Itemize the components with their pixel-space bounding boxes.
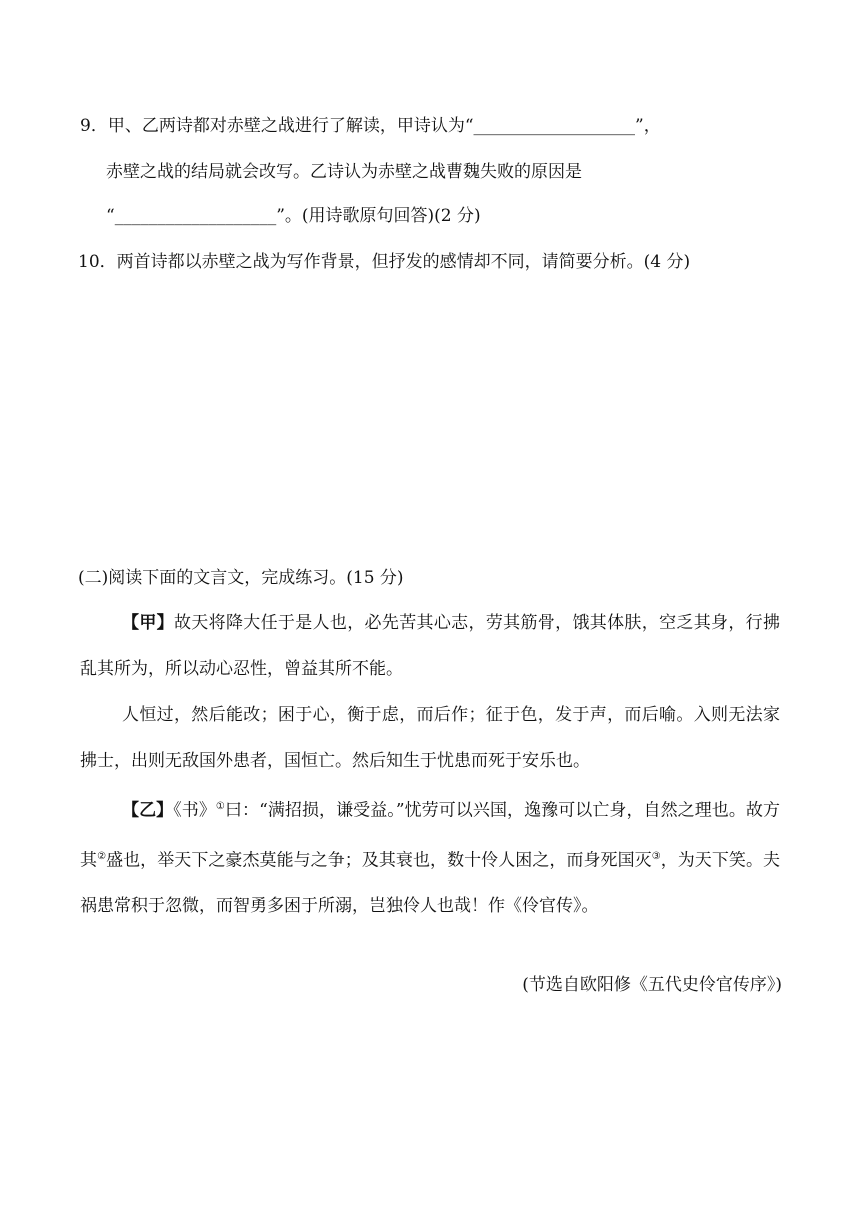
passage-a-tag: 【甲】 xyxy=(122,613,174,633)
passage-b-text-4: ，为天下笑。夫祸患常积于忽微，而智勇多困于所溺，岂独伶人也哉！作《伶官传》。 xyxy=(80,850,781,917)
passage-b-text-2: 曰：“满招损，谦受益。”忧劳可以兴国，逸豫可以亡身，自然之理也。故方其 xyxy=(80,800,780,871)
question-10: 10．两首诗都以赤壁之战为写作背景，但抒发的感情却不同，请简要分析。(4 分) xyxy=(78,252,691,272)
source-citation: (节选自欧阳修《五代史伶官传序》) xyxy=(522,975,782,995)
passage-b-tag: 【乙】 xyxy=(122,800,174,821)
question-9-line-2: 赤壁之战的结局就会改写。乙诗认为赤壁之战曹魏失败的原因是 xyxy=(106,162,582,182)
footnote-marker-1: ① xyxy=(215,801,225,812)
passage-b-text-3: 盛也，举天下之豪杰莫能与之争；及其衰也，数十伶人困之，而身死国灭 xyxy=(106,850,652,871)
passage-a-paragraph-1 xyxy=(80,600,780,692)
passage-b-text-1: 《书》 xyxy=(173,800,216,821)
footnote-marker-3: ③ xyxy=(651,850,661,862)
passage-a-paragraph-2: 人恒过，然后能改；困于心，衡于虑，而后作；征于色，发于声，而后喻。入则无法家拂士，出则无敌国外患者，国恒亡。然后知生于忧患而死于安乐也。 xyxy=(80,705,780,771)
passage-b-paragraph xyxy=(80,784,780,929)
question-9-line-1: 9．甲、乙两诗都对赤壁之战进行了解读，甲诗认为“___________________”， xyxy=(80,116,661,136)
passage-a-text-1: 故天将降大任于是人也，必先苦其心志，劳其筋骨，饿其体肤，空乏其身，行拂乱其所为，所以动心忍性，曾益其所不能。 xyxy=(80,613,781,679)
section-heading: (二)阅读下面的文言文，完成练习。(15 分) xyxy=(78,568,404,588)
footnote-marker-2: ② xyxy=(97,850,107,862)
question-9-line-3: “___________________”。(用诗歌原句回答)(2 分) xyxy=(106,206,481,226)
